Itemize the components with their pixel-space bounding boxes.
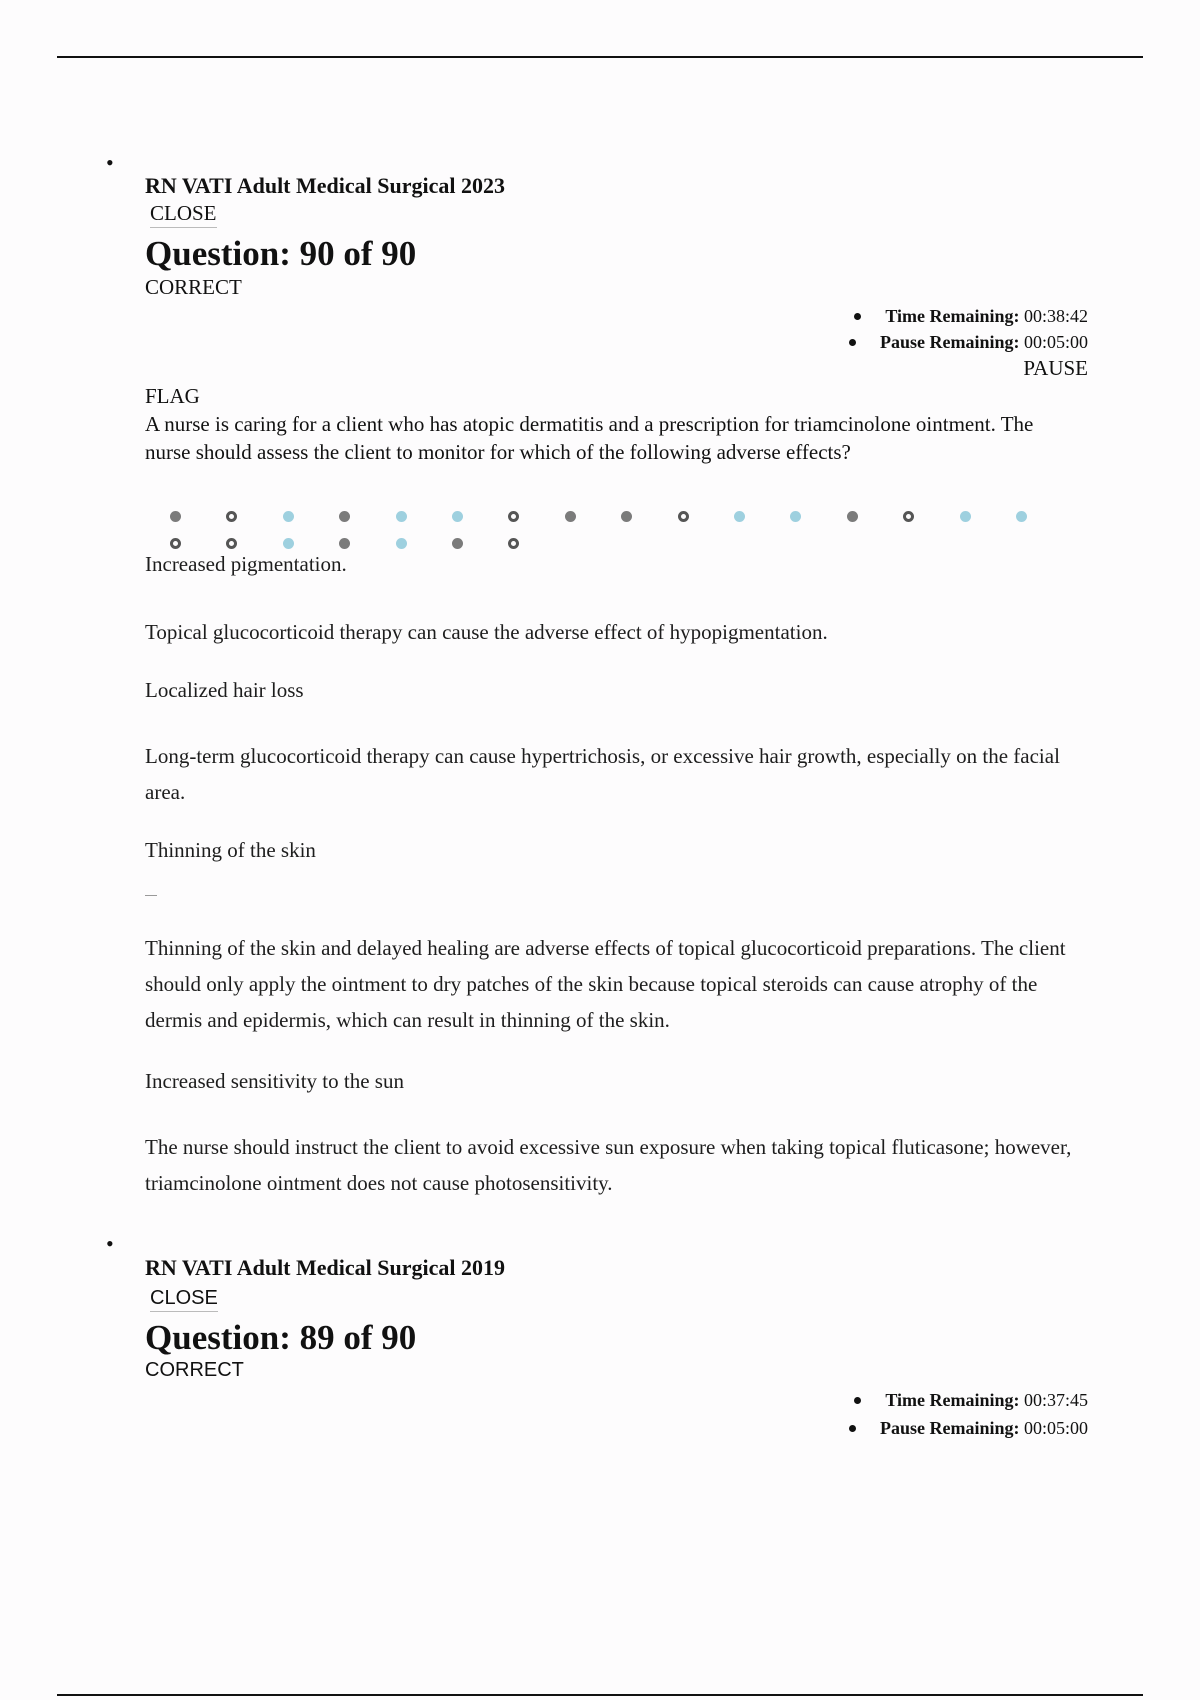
- option-rationale: Topical glucocorticoid therapy can cause the adverse effect of hypopigmentation.: [145, 620, 828, 644]
- option-rationale: Long-term glucocorticoid therapy can cause hypertrichosis, or excessive hair growth, especially on the facial area.: [145, 744, 1060, 804]
- result-status: CORRECT: [145, 1359, 244, 1381]
- question-nav-dot-current[interactable]: [452, 511, 463, 522]
- time-label: Time Remaining:: [885, 306, 1020, 326]
- question-nav-dot-answered[interactable]: [170, 511, 181, 522]
- question-nav-dot-current[interactable]: [396, 511, 407, 522]
- option-rationale: The nurse should instruct the client to avoid excessive sun exposure when taking topical fluticasone; however, triamcinolone ointment does not cause photosensitivity.: [145, 1135, 1072, 1195]
- bullet-dot: [854, 313, 861, 320]
- question-nav-dot-answered[interactable]: [339, 511, 350, 522]
- question-nav-dot-current[interactable]: [283, 511, 294, 522]
- pause-remaining: [849, 1418, 1088, 1439]
- list-bullet: •: [106, 150, 114, 175]
- question-text: A nurse is caring for a client who has atopic dermatitis and a prescription for triamcinolone ointment. The nurse should assess the client to monitor for which of the following adverse effects?: [145, 412, 1034, 464]
- question-nav-dot-answered[interactable]: [565, 511, 576, 522]
- answer-option-selected[interactable]: Thinning of the skin: [145, 838, 316, 862]
- question-nav-dot-answered[interactable]: [452, 538, 463, 549]
- result-status: CORRECT: [145, 275, 242, 299]
- pause-button[interactable]: PAUSE: [1023, 356, 1088, 380]
- question-nav-dot-unanswered[interactable]: [678, 511, 689, 522]
- option-rationale: Thinning of the skin and delayed healing are adverse effects of topical glucocorticoid preparations. The client should only apply the ointment to dry patches of the skin because topical steroids can cause atrophy of the dermis and epidermis, which can result in thinning of the skin.: [145, 936, 1066, 1032]
- question-nav-dot-current[interactable]: [396, 538, 407, 549]
- pause-value: 00:05:00: [1023, 332, 1088, 352]
- close-button[interactable]: CLOSE: [150, 201, 217, 228]
- time-remaining: [854, 306, 1088, 327]
- answer-option[interactable]: Localized hair loss: [145, 678, 304, 702]
- pause-remaining: [849, 332, 1088, 353]
- selection-marker: [145, 895, 157, 896]
- question-nav-dot-current[interactable]: [734, 511, 745, 522]
- pause-value: 00:05:00: [1023, 1418, 1088, 1438]
- time-remaining: [854, 1390, 1088, 1411]
- close-button[interactable]: CLOSE: [150, 1287, 218, 1312]
- question-nav-dot-answered[interactable]: [621, 511, 632, 522]
- bullet-dot: [849, 1425, 856, 1432]
- time-value: 00:37:45: [1023, 1390, 1088, 1410]
- question-nav-dot-current[interactable]: [283, 538, 294, 549]
- question-number: Question: 90 of 90: [145, 234, 417, 273]
- question-nav-dot-answered[interactable]: [339, 538, 350, 549]
- time-label: Time Remaining:: [885, 1390, 1020, 1410]
- flag-button[interactable]: FLAG: [145, 384, 200, 408]
- pause-label: Pause Remaining:: [879, 332, 1020, 352]
- bullet-dot: [849, 339, 856, 346]
- pause-label: Pause Remaining:: [879, 1418, 1020, 1438]
- question-nav-dot-current[interactable]: [1016, 511, 1027, 522]
- question-nav-dot-unanswered[interactable]: [226, 538, 237, 549]
- question-nav-dot-unanswered[interactable]: [508, 511, 519, 522]
- bottom-rule: [57, 1694, 1143, 1696]
- answer-option[interactable]: Increased sensitivity to the sun: [145, 1069, 404, 1093]
- question-nav-dot-unanswered[interactable]: [170, 538, 181, 549]
- question-nav-dot-unanswered[interactable]: [508, 538, 519, 549]
- course-title: RN VATI Adult Medical Surgical 2023: [145, 173, 505, 198]
- bullet-dot: [854, 1397, 861, 1404]
- question-nav-dot-current[interactable]: [790, 511, 801, 522]
- answer-option[interactable]: Increased pigmentation.: [145, 552, 347, 576]
- course-title: RN VATI Adult Medical Surgical 2019: [145, 1255, 505, 1280]
- question-nav-dot-answered[interactable]: [847, 511, 858, 522]
- top-rule: [57, 56, 1143, 58]
- list-bullet: •: [106, 1231, 114, 1256]
- question-number: Question: 89 of 90: [145, 1318, 417, 1357]
- question-nav-dot-unanswered[interactable]: [903, 511, 914, 522]
- question-nav-dot-current[interactable]: [960, 511, 971, 522]
- time-value: 00:38:42: [1023, 306, 1088, 326]
- question-nav-dot-unanswered[interactable]: [226, 511, 237, 522]
